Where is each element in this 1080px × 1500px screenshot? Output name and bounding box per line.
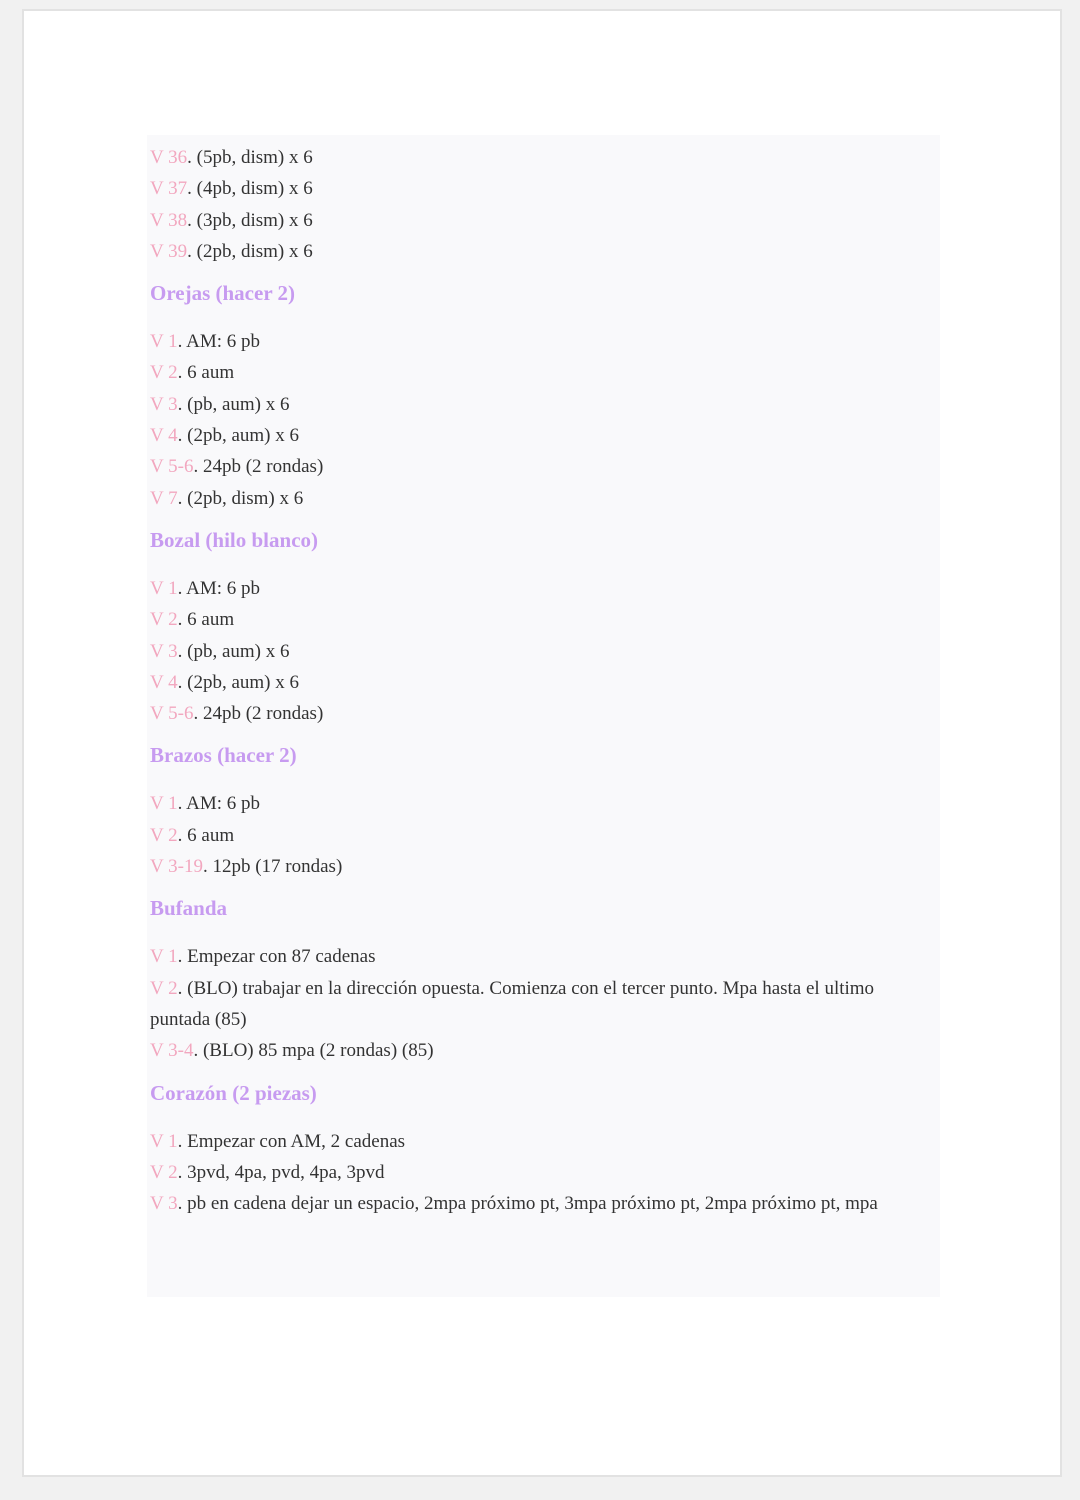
round-instruction: . 6 aum (177, 362, 235, 384)
round-label: V 37 (150, 178, 188, 200)
section-heading: Orejas (hacer 2) (150, 281, 296, 306)
round-label: V 1 (150, 1130, 178, 1152)
round-row (150, 573, 937, 604)
round-instruction: . (2pb, dism) x 6 (187, 240, 313, 262)
pattern-sections (147, 135, 940, 1219)
round-row (150, 451, 937, 482)
round-instruction: . (BLO) 85 mpa (2 rondas) (85) (193, 1040, 434, 1062)
round-row (150, 205, 937, 236)
round-row (150, 667, 937, 698)
round-instruction: . 6 aum (177, 824, 235, 846)
round-row (150, 420, 937, 451)
round-row (150, 788, 937, 819)
section-heading: Brazos (hacer 2) (150, 743, 297, 768)
round-instruction: . AM: 6 pb (177, 331, 260, 353)
round-instruction: . (BLO) trabajar en la dirección opuesta. Comienza con el tercer punto. Mpa hasta el ultimo puntada (85) (150, 977, 875, 1030)
round-row (150, 1126, 937, 1157)
round-instruction: . AM: 6 pb (177, 793, 260, 815)
round-label: V 7 (150, 487, 178, 509)
round-label: V 3-19 (150, 856, 203, 878)
round-label: V 36 (150, 147, 188, 168)
round-instruction: . (2pb, aum) x 6 (177, 671, 300, 693)
round-row (150, 357, 937, 388)
round-row (150, 1035, 937, 1066)
round-label: V 2 (150, 977, 178, 999)
round-instruction: . (3pb, dism) x 6 (187, 209, 313, 231)
section-heading: Corazón (2 piezas) (150, 1080, 317, 1105)
round-label: V 3-4 (150, 1040, 194, 1062)
section-heading: Bozal (hilo blanco) (150, 527, 319, 552)
round-label: V 3 (150, 640, 178, 662)
round-label: V 2 (150, 824, 178, 846)
round-label: V 1 (150, 331, 178, 353)
section-heading: Bufanda (150, 896, 228, 921)
round-instruction: . 24pb (2 rondas) (193, 456, 324, 478)
round-label: V 4 (150, 425, 178, 447)
round-instruction: . 12pb (17 rondas) (202, 856, 343, 878)
round-row (150, 820, 937, 851)
round-row (150, 1157, 937, 1188)
round-instruction: . Empezar con AM, 2 cadenas (177, 1130, 406, 1152)
round-instruction: . 6 aum (177, 609, 235, 631)
round-label: V 2 (150, 1161, 178, 1183)
round-row (150, 604, 937, 635)
round-instruction: . 3pvd, 4pa, pvd, 4pa, 3pvd (177, 1161, 385, 1183)
round-instruction: . (pb, aum) x 6 (177, 640, 290, 662)
round-instruction: . AM: 6 pb (177, 577, 260, 599)
round-label: V 1 (150, 577, 178, 599)
round-instruction: . (2pb, dism) x 6 (177, 487, 304, 509)
round-row (150, 1188, 937, 1219)
round-label: V 38 (150, 209, 188, 231)
round-label: V 3 (150, 1193, 178, 1215)
round-row (150, 326, 937, 357)
round-row (150, 698, 937, 729)
round-row (150, 236, 937, 267)
round-label: V 5-6 (150, 456, 194, 478)
round-instruction: . Empezar con 87 cadenas (177, 946, 376, 968)
round-row (150, 483, 937, 514)
round-label: V 2 (150, 362, 178, 384)
round-row (150, 389, 937, 420)
round-label: V 1 (150, 793, 178, 815)
round-label: V 3 (150, 393, 178, 415)
round-label: V 39 (150, 240, 188, 262)
round-instruction: . (pb, aum) x 6 (177, 393, 290, 415)
round-label: V 5-6 (150, 703, 194, 725)
round-label: V 2 (150, 609, 178, 631)
round-row (150, 973, 937, 1036)
round-row (150, 142, 937, 173)
round-instruction: . (2pb, aum) x 6 (177, 425, 300, 447)
round-label: V 1 (150, 946, 178, 968)
round-instruction: . pb en cadena dejar un espacio, 2mpa próximo pt, 3mpa próximo pt, 2mpa próximo pt, mpa (177, 1193, 878, 1215)
pattern-content (147, 135, 940, 1297)
round-instruction: . (5pb, dism) x 6 (187, 147, 313, 168)
round-row (150, 851, 937, 882)
document-page (22, 9, 1062, 1477)
round-row (150, 941, 937, 972)
round-instruction: . 24pb (2 rondas) (193, 703, 324, 725)
round-instruction: . (4pb, dism) x 6 (187, 178, 313, 200)
round-label: V 4 (150, 671, 178, 693)
round-row (150, 636, 937, 667)
round-row (150, 173, 937, 204)
